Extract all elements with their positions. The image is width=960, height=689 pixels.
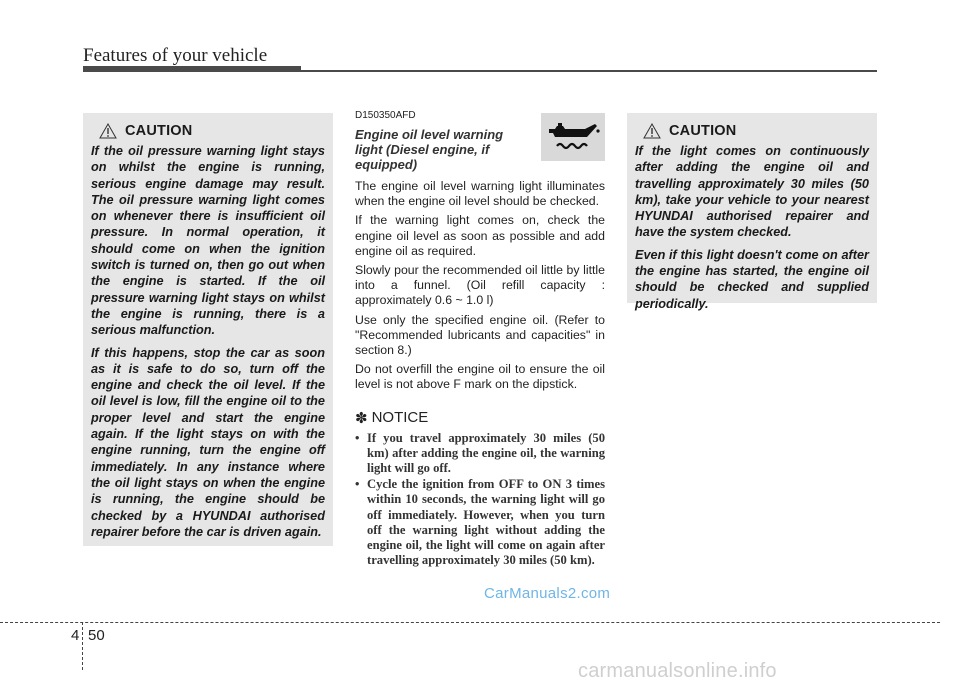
notice-list bbox=[355, 431, 605, 569]
caution-box-right bbox=[627, 113, 877, 311]
bullet-icon: • bbox=[355, 430, 360, 445]
caution-heading-left bbox=[99, 121, 325, 141]
section-heading: Engine oil level warning light (Diesel engine, if equipped) bbox=[355, 127, 504, 172]
footer-rule bbox=[0, 622, 940, 623]
body-paragraph: Use only the specified engine oil. (Refer to "Recommended lubricants and capacities" in section 8.) bbox=[355, 312, 605, 358]
notice-item-text: Cycle the ignition from OFF to ON 3 times within 10 seconds, the warning light will go off immediately. However, when you turn off the warning light without adding the engine oil, the light will come on again after travelling approximately 30 miles (50 km). bbox=[367, 477, 605, 568]
watermark-link[interactable]: CarManuals2.com bbox=[484, 585, 611, 602]
section-code: D150350AFD bbox=[355, 110, 416, 121]
body-paragraph: The engine oil level warning light illuminates when the engine oil level should be checked. bbox=[355, 179, 605, 209]
main-column bbox=[355, 110, 605, 569]
body-paragraph: Slowly pour the recommended oil little by little into a funnel. (Oil refill capacity : approximately 0.6 ~ 1.0 l) bbox=[355, 263, 605, 308]
notice-title: NOTICE bbox=[371, 409, 429, 427]
header-rule-thin bbox=[301, 70, 877, 72]
warning-triangle-icon bbox=[99, 123, 117, 139]
caution-box-left bbox=[83, 113, 333, 546]
page-number: 50 bbox=[88, 627, 105, 644]
caution-paragraph: If the light comes on continuously after adding the engine oil and travelling approximately 30 miles (50 km), take your vehicle to your nearest HYUNDAI authorised repairer and have the system checked. bbox=[635, 144, 869, 240]
caution-paragraph: If this happens, stop the car as soon as it is safe to do so, turn off the engine and check the oil level. If the oil level is low, fill the engine oil to the proper level and start the engine again. If the light stays on with the engine running, turn the engine off immediately. In any instance where the oil light stays on when the engine is running, the engine should be checked by a HYUNDAI authorised repairer before the car is driven again. bbox=[91, 345, 325, 539]
caution-heading-right bbox=[643, 121, 869, 141]
notice-heading bbox=[355, 409, 605, 427]
caution-paragraph: If the oil pressure warning light stays on whilst the engine is running, serious engine damage may result. The oil pressure warning light comes on whenever there is insufficient oil pressure. In normal operation, it should come on when the ignition switch is turned on, then go out when the engine is started. If the oil pressure warning light stays on whilst the engine is running, there is a serious malfunction. bbox=[91, 144, 325, 338]
warning-triangle-icon bbox=[643, 123, 661, 139]
notice-item bbox=[355, 477, 605, 568]
footer-divider bbox=[82, 622, 83, 670]
caution-title: CAUTION bbox=[669, 123, 737, 139]
page-header-title: Features of your vehicle bbox=[83, 45, 268, 66]
header-rule-thick bbox=[83, 66, 301, 72]
chapter-number: 4 bbox=[71, 627, 80, 644]
bullet-icon: • bbox=[355, 477, 360, 492]
notice-item-text: If you travel approximately 30 miles (50 km) after adding the engine oil, the warning light will go off. bbox=[367, 430, 605, 476]
notice-item bbox=[355, 431, 605, 477]
caution-paragraph: Even if this light doesn't come on after the engine has started, the engine oil should be checked and supplied periodically. bbox=[635, 247, 869, 311]
body-paragraph: If the warning light comes on, check the engine oil level as soon as possible and add engine oil as required. bbox=[355, 213, 605, 258]
notice-symbol-icon: ✽ bbox=[355, 409, 368, 427]
body-paragraph: Do not overfill the engine oil to ensure the oil level is not above F mark on the dipstick. bbox=[355, 362, 605, 392]
footer-brand-link[interactable]: carmanualsonline.info bbox=[578, 660, 777, 682]
caution-title: CAUTION bbox=[125, 123, 193, 139]
